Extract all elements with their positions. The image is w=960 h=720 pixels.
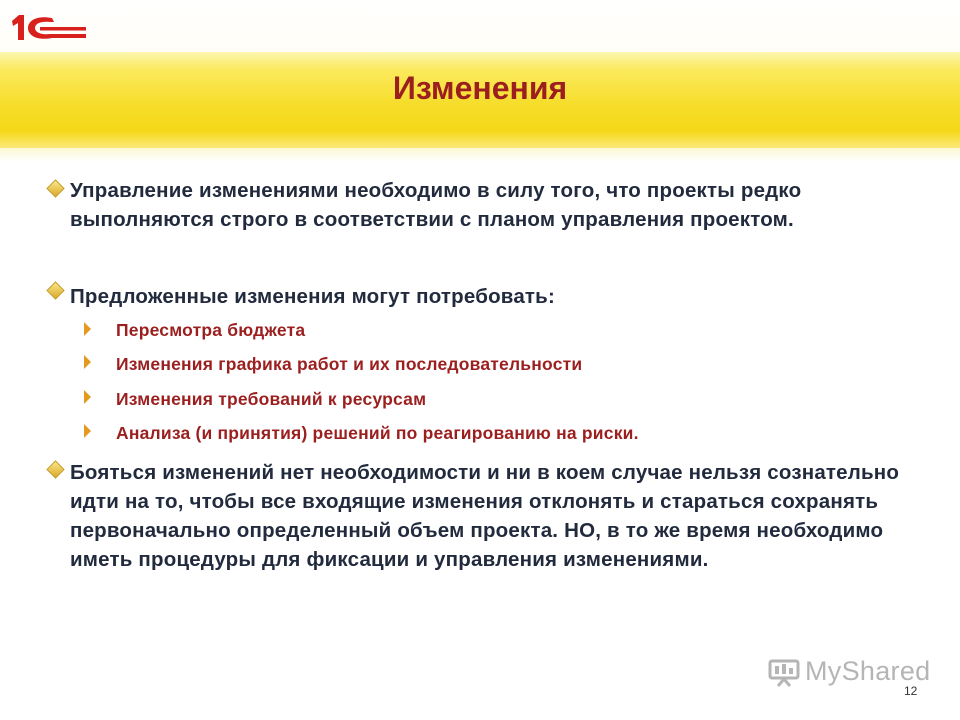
triangle-bullet-icon xyxy=(84,322,91,336)
page-number: 12 xyxy=(904,684,918,698)
triangle-bullet-icon xyxy=(84,390,91,404)
sub-bullet-text: Пересмотра бюджета xyxy=(116,320,306,340)
slide-title: Изменения xyxy=(392,70,568,106)
bullet-text: Бояться изменений нет необходимости и ни в коем случае нельзя сознательно идти на то, чтобы все входящие изменения отклонять и стараться сохранять первоначально определенный объем проекта. НО, в то же время необходимо иметь процедуры для фиксации и управления изменениями. xyxy=(70,461,900,571)
title-band-fade xyxy=(0,148,960,162)
sub-bullet-text: Изменения графика работ и их последовательности xyxy=(116,354,583,374)
triangle-bullet-icon xyxy=(84,355,91,369)
watermark-text: MyShared xyxy=(805,656,931,686)
bullet-text: Управление изменениями необходимо в силу того, что проекты редко выполняются строго в соответствии с планом управления проектом. xyxy=(70,179,802,231)
triangle-bullet-icon xyxy=(84,424,91,438)
sub-bullet-text: Изменения требований к ресурсам xyxy=(116,389,427,409)
diamond-bullet-icon xyxy=(48,181,64,197)
presentation-board-icon xyxy=(768,658,800,688)
1c-logo xyxy=(10,12,88,42)
diamond-bullet-icon xyxy=(48,462,64,478)
top-strip xyxy=(0,0,960,52)
diamond-bullet-icon xyxy=(48,283,64,299)
bullet-text: Предложенные изменения могут потребовать: xyxy=(70,285,555,308)
sub-bullet-text: Анализа (и принятия) решений по реагированию на риски. xyxy=(116,423,639,443)
